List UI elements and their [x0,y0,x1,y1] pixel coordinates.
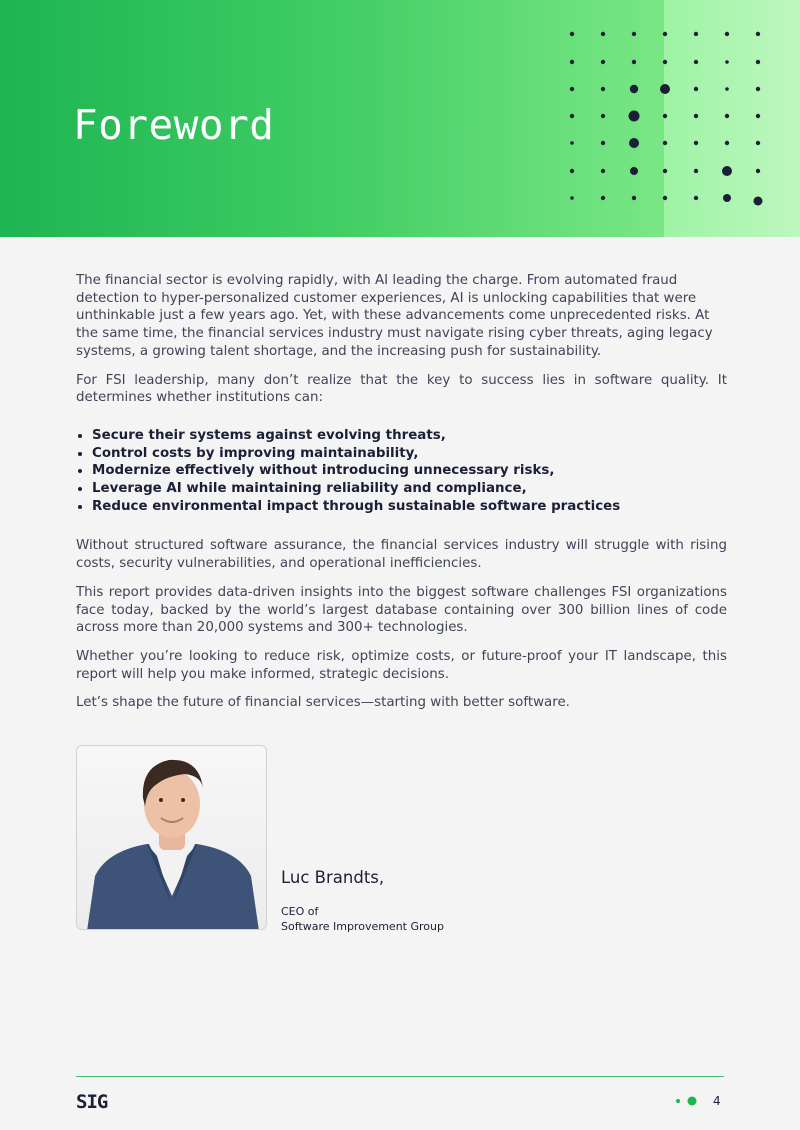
dot-pattern-graphic [560,20,780,220]
list-item: Modernize effectively without introducing unnecessary risks, [76,462,727,480]
list-item: Reduce environmental impact through sustainable software practices [76,498,727,516]
signature-role [281,904,444,934]
person-portrait-illustration [77,746,267,930]
signature-role-company: Software Improvement Group [281,920,444,933]
paragraph-assurance: Without structured software assurance, the financial services industry will struggle with rising costs, security vulnerabilities, and operational inefficiencies. [76,538,727,572]
signature-name: Luc Brandts, [281,868,385,887]
page-title: Foreword [73,101,275,149]
footer-divider [76,1076,724,1077]
list-item: Control costs by improving maintainability, [76,445,727,463]
ceo-portrait [76,745,267,930]
page-indicator-dots-icon [674,1095,704,1107]
paragraph-leadership: For FSI leadership, many don’t realize that the key to success lies in software quality. It determines whether institutions can: [76,372,727,406]
bullet-list [76,427,727,516]
foreword-body [76,272,727,723]
signature-role-title: CEO of [281,905,319,918]
paragraph-closing: Let’s shape the future of financial services—starting with better software. [76,695,570,711]
paragraph-report: This report provides data-driven insights into the biggest software challenges FSI organizations face today, backed by the world’s largest database containing over 300 billion lines of code across more than 20,000 systems and 300+ technologies. [76,584,727,636]
header-banner [0,0,800,237]
page-number: 4 [713,1094,721,1108]
list-item: Secure their systems against evolving threats, [76,427,727,445]
sig-logo: SIG [76,1091,108,1113]
list-item: Leverage AI while maintaining reliability and compliance, [76,480,727,498]
paragraph-decisions: Whether you’re looking to reduce risk, optimize costs, or future-proof your IT landscape, this report will help you make informed, strategic decisions. [76,648,727,682]
paragraph-intro: The financial sector is evolving rapidly, with AI leading the charge. From automated fraud detection to hyper-personalized customer experiences, AI is unlocking capabilities that were unthinkable just a few years ago. Yet, with these advancements come unprecedented risks. At the same time, the financial services industry must navigate rising cyber threats, aging legacy systems, a growing talent shortage, and the increasing push for sustainability. [76,273,713,359]
